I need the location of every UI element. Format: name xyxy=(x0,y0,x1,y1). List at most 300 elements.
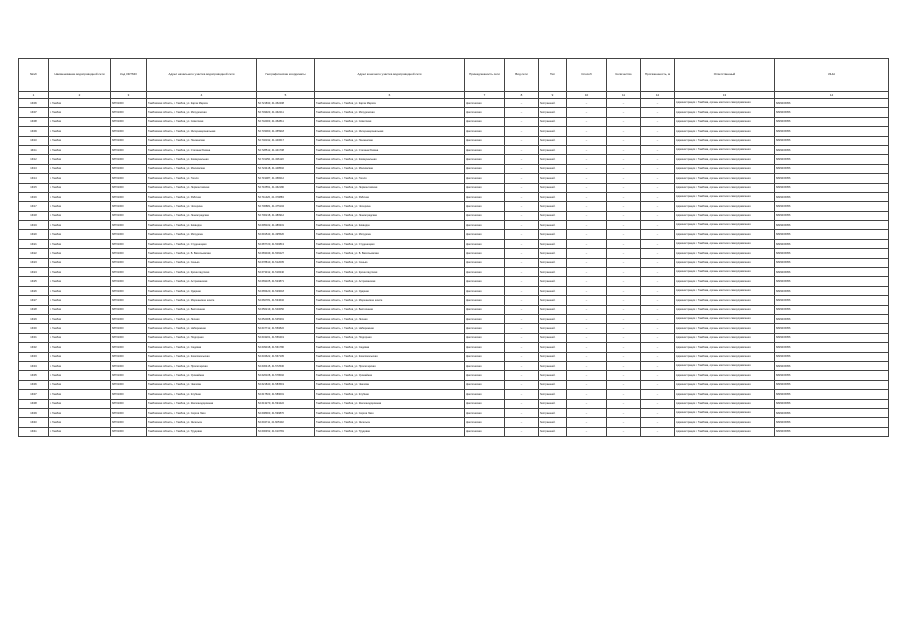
table-cell: 16/17 xyxy=(19,202,49,211)
table-cell: бестраншей. xyxy=(539,99,567,108)
table-cell: Тамбовская область, г. Тамбов, ул. Карла Маркса xyxy=(315,99,465,108)
table-cell: Тамбовская область, г. Тамбов, ул. Урожайная xyxy=(315,371,465,380)
table-cell: г. Тамбов xyxy=(49,380,111,389)
table-cell: – xyxy=(505,108,539,117)
table-cell: – xyxy=(505,117,539,126)
table-cell: – xyxy=(567,333,607,342)
table-cell: Тамбовская область, г. Тамбов, ул. Коммунальная xyxy=(147,155,257,164)
table-cell: г. Тамбов xyxy=(49,183,111,192)
table-cell: 52.630415, 41.572530 xyxy=(257,361,315,370)
table-cell: Тамбовская область, г. Тамбов, ул. Пролетарская xyxy=(315,361,465,370)
table-cell: Тамбовская область, г. Тамбов, ул. Кронштадтская xyxy=(315,268,465,277)
column-number-row xyxy=(19,92,889,99)
table-cell: – xyxy=(641,286,675,295)
table-row xyxy=(19,343,889,352)
table-cell: – xyxy=(641,408,675,417)
table-cell: 68701000 xyxy=(111,136,147,145)
table-cell: г. Тамбов xyxy=(49,371,111,380)
table-cell: 52.742003, 41.452811 xyxy=(257,117,315,126)
table-cell: г. Тамбов xyxy=(49,399,111,408)
table-cell: бестраншей. xyxy=(539,277,567,286)
table-cell: Тамбовская область, г. Тамбов, ул. Рабочая xyxy=(315,192,465,201)
table-cell: 68701000 xyxy=(111,117,147,126)
table-cell: фактическая xyxy=(465,249,505,258)
table-cell: Тамбовская область, г. Тамбов, ул. Лермонтовская xyxy=(315,183,465,192)
table-cell: фактическая xyxy=(465,239,505,248)
table-cell: 52.621840, 41.583519 xyxy=(257,380,315,389)
table-cell: – xyxy=(607,333,641,342)
table-cell: бестраншей. xyxy=(539,390,567,399)
table-cell: Тамбовская область, г. Тамбов, ул. Советская xyxy=(315,117,465,126)
table-cell: 52.660781, 41.534632 xyxy=(257,296,315,305)
table-row xyxy=(19,305,889,314)
table-cell: 16/41 xyxy=(19,427,49,436)
table-cell: – xyxy=(567,127,607,136)
table-cell: фактическая xyxy=(465,333,505,342)
table-cell: – xyxy=(505,314,539,323)
table-cell: – xyxy=(607,174,641,183)
table-cell: фактическая xyxy=(465,164,505,173)
table-cell: г. Тамбов xyxy=(49,352,111,361)
table-cell: бестраншей. xyxy=(539,164,567,173)
table-cell: – xyxy=(567,361,607,370)
table-cell: фактическая xyxy=(465,277,505,286)
table-cell: – xyxy=(505,211,539,220)
table-cell: 16/15 xyxy=(19,183,49,192)
table-cell: 6829015056 xyxy=(775,174,889,183)
table-cell: – xyxy=(607,202,641,211)
table-cell: Администрация г. Тамбова, органы местного самоуправления xyxy=(675,164,775,173)
table-cell: 16/08 xyxy=(19,117,49,126)
table-cell: – xyxy=(607,230,641,239)
table-cell: 16/30 xyxy=(19,324,49,333)
table-cell: – xyxy=(567,174,607,183)
table-cell: Тамбовская область, г. Тамбов, ул. Ленинградская xyxy=(315,211,465,220)
table-cell: – xyxy=(641,108,675,117)
table-cell: 6829015056 xyxy=(775,277,889,286)
table-cell: 16/18 xyxy=(19,211,49,220)
table-cell: – xyxy=(641,239,675,248)
table-cell: г. Тамбов xyxy=(49,343,111,352)
table-cell: 16/29 xyxy=(19,314,49,323)
table-cell: бестраншей. xyxy=(539,371,567,380)
table-cell: – xyxy=(641,296,675,305)
table-cell: г. Тамбов xyxy=(49,174,111,183)
column-number: 1 xyxy=(19,92,49,99)
table-cell: – xyxy=(607,380,641,389)
table-cell: Тамбовская область, г. Тамбов, ул. Чичерина xyxy=(147,202,257,211)
table-cell: Тамбовская область, г. Тамбов, ул. Пензенская xyxy=(147,136,257,145)
table-cell: – xyxy=(641,99,675,108)
table-cell: – xyxy=(607,145,641,154)
table-cell: 52.706881, 41.475104 xyxy=(257,202,315,211)
table-row xyxy=(19,361,889,370)
table-cell: Тамбовская область, г. Тамбов, ул. Чкалова xyxy=(147,380,257,389)
table-cell: – xyxy=(607,305,641,314)
table-cell: 68701000 xyxy=(111,239,147,248)
table-cell: г. Тамбов xyxy=(49,211,111,220)
table-cell: Тамбовская область, г. Тамбов, ул. Трудовая xyxy=(315,427,465,436)
table-row xyxy=(19,127,889,136)
table-row xyxy=(19,192,889,201)
table-cell: фактическая xyxy=(465,418,505,427)
table-cell: 52.733060, 41.455918 xyxy=(257,127,315,136)
table-cell: бестраншей. xyxy=(539,155,567,164)
table-cell: 52.728512, 41.441708 xyxy=(257,145,315,154)
table-cell: – xyxy=(607,211,641,220)
table-cell: – xyxy=(567,239,607,248)
table-cell: 68701000 xyxy=(111,268,147,277)
table-cell: – xyxy=(567,183,607,192)
table-cell: бестраншей. xyxy=(539,408,567,417)
table-cell: – xyxy=(607,324,641,333)
table-cell: – xyxy=(641,192,675,201)
table-row xyxy=(19,333,889,342)
table-cell: г. Тамбов xyxy=(49,333,111,342)
table-cell: г. Тамбов xyxy=(49,239,111,248)
table-cell: 16/13 xyxy=(19,164,49,173)
table-cell: бестраншей. xyxy=(539,399,567,408)
table-cell: – xyxy=(607,314,641,323)
table-cell: фактическая xyxy=(465,108,505,117)
table-cell: Администрация г. Тамбова, органы местного самоуправления xyxy=(675,408,775,417)
table-cell: – xyxy=(567,286,607,295)
table-cell: Администрация г. Тамбова, органы местного самоуправления xyxy=(675,239,775,248)
table-cell: – xyxy=(641,277,675,286)
table-cell: 6829015056 xyxy=(775,352,889,361)
table-cell: бестраншей. xyxy=(539,296,567,305)
table-row xyxy=(19,352,889,361)
table-cell: Администрация г. Тамбова, органы местного самоуправления xyxy=(675,268,775,277)
table-cell: бестраншей. xyxy=(539,427,567,436)
column-header: Наименование водопроводной сети xyxy=(49,59,111,92)
table-cell: – xyxy=(505,352,539,361)
table-cell: 16/16 xyxy=(19,192,49,201)
table-cell: – xyxy=(505,127,539,136)
table-cell: 6829015056 xyxy=(775,333,889,342)
table-cell: – xyxy=(567,380,607,389)
table-cell: бестраншей. xyxy=(539,249,567,258)
table-cell: 68701000 xyxy=(111,155,147,164)
table-cell: – xyxy=(607,127,641,136)
table-cell: – xyxy=(505,361,539,370)
table-cell: фактическая xyxy=(465,286,505,295)
table-cell: 6829015056 xyxy=(775,361,889,370)
table-row xyxy=(19,230,889,239)
table-cell: 6829015056 xyxy=(775,390,889,399)
table-cell: 68701000 xyxy=(111,249,147,258)
table-cell: – xyxy=(641,127,675,136)
table-cell: 52.711420, 41.470883 xyxy=(257,192,315,201)
table-cell: – xyxy=(607,418,641,427)
table-cell: – xyxy=(505,408,539,417)
table-cell: 6829015056 xyxy=(775,99,889,108)
table-row xyxy=(19,211,889,220)
table-cell: бестраншей. xyxy=(539,286,567,295)
table-cell: г. Тамбов xyxy=(49,427,111,436)
table-cell: 16/14 xyxy=(19,174,49,183)
table-cell: Администрация г. Тамбова, органы местного самоуправления xyxy=(675,333,775,342)
table-cell: 16/23 xyxy=(19,258,49,267)
table-cell: – xyxy=(641,324,675,333)
table-row xyxy=(19,136,889,145)
table-cell: – xyxy=(641,418,675,427)
table-cell: фактическая xyxy=(465,427,505,436)
table-cell: 6829015056 xyxy=(775,268,889,277)
table-cell: – xyxy=(567,164,607,173)
table-cell: 6829015056 xyxy=(775,258,889,267)
table-body xyxy=(19,99,889,437)
column-header: Адрес конечного участка водопроводной сети xyxy=(315,59,465,92)
table-cell: Тамбовская область, г. Тамбов, ул. Карла Маркса xyxy=(147,99,257,108)
column-number: 4 xyxy=(147,92,257,99)
table-cell: г. Тамбов xyxy=(49,296,111,305)
table-cell: – xyxy=(641,361,675,370)
column-header: Адрес начального участка водопроводной сети xyxy=(147,59,257,92)
table-row xyxy=(19,239,889,248)
table-cell: 52.683049, 41.506227 xyxy=(257,249,315,258)
table-cell: 16/26 xyxy=(19,286,49,295)
table-cell: 6829015056 xyxy=(775,192,889,201)
table-cell: – xyxy=(641,183,675,192)
table-cell: – xyxy=(505,296,539,305)
table-cell: – xyxy=(607,399,641,408)
table-cell: Тамбовская область, г. Тамбов, ул. Московская xyxy=(147,164,257,173)
table-cell: г. Тамбов xyxy=(49,99,111,108)
table-cell: фактическая xyxy=(465,192,505,201)
table-cell: фактическая xyxy=(465,155,505,164)
table-cell: Тамбовская область, г. Тамбов, ул. Интернациональная xyxy=(315,127,465,136)
table-cell: 6829015056 xyxy=(775,164,889,173)
table-cell: – xyxy=(505,164,539,173)
table-cell: бестраншей. xyxy=(539,136,567,145)
table-cell: 6829015056 xyxy=(775,249,889,258)
table-cell: – xyxy=(567,390,607,399)
table-cell: 52.721833, 41.452408 xyxy=(257,99,315,108)
table-cell: Тамбовская область, г. Тамбов, ул. Б. Васильевская xyxy=(147,249,257,258)
table-cell: 52.724418, 41.448502 xyxy=(257,164,315,173)
column-number: 13 xyxy=(675,92,775,99)
table-cell: Тамбовская область, г. Тамбов, ул. Студенецкая xyxy=(147,239,257,248)
table-row xyxy=(19,399,889,408)
table-cell: 16/27 xyxy=(19,296,49,305)
table-row xyxy=(19,286,889,295)
table-cell: Тамбовская область, г. Тамбов, ул. Клубная xyxy=(147,390,257,399)
table-cell: 68701000 xyxy=(111,371,147,380)
column-header: ИНН xyxy=(775,59,889,92)
table-cell: – xyxy=(607,108,641,117)
table-cell: Администрация г. Тамбова, органы местного самоуправления xyxy=(675,277,775,286)
table-cell: Тамбовская область, г. Тамбов, ул. Ленинградская xyxy=(147,211,257,220)
table-cell: Тамбовская область, г. Тамбов, ул. Набережная xyxy=(315,324,465,333)
table-cell: 6829015056 xyxy=(775,145,889,154)
table-cell: фактическая xyxy=(465,390,505,399)
table-cell: – xyxy=(567,117,607,126)
table-row xyxy=(19,155,889,164)
table-row xyxy=(19,408,889,417)
table-cell: бестраншей. xyxy=(539,314,567,323)
table-cell: – xyxy=(607,192,641,201)
table-cell: – xyxy=(505,268,539,277)
table-cell: – xyxy=(505,305,539,314)
table-cell: фактическая xyxy=(465,324,505,333)
table-cell: г. Тамбов xyxy=(49,324,111,333)
table-cell: – xyxy=(505,427,539,436)
column-number: 9 xyxy=(539,92,567,99)
table-cell: Тамбовская область, г. Тамбов, ул. Железнодорожная xyxy=(147,399,257,408)
column-number: 11 xyxy=(607,92,641,99)
table-cell: Тамбовская область, г. Тамбов, ул. Киквидзе xyxy=(147,221,257,230)
table-cell: фактическая xyxy=(465,136,505,145)
table-cell: 68701000 xyxy=(111,108,147,117)
table-cell: фактическая xyxy=(465,352,505,361)
table-cell: г. Тамбов xyxy=(49,361,111,370)
table-cell: 16/25 xyxy=(19,277,49,286)
table-cell: 68701000 xyxy=(111,192,147,201)
table-cell: бестраншей. xyxy=(539,305,567,314)
table-cell: бестраншей. xyxy=(539,108,567,117)
table-cell: 68701000 xyxy=(111,361,147,370)
table-cell: – xyxy=(505,286,539,295)
table-cell: – xyxy=(607,343,641,352)
table-cell: – xyxy=(567,211,607,220)
table-cell: фактическая xyxy=(465,399,505,408)
table-cell: Тамбовская область, г. Тамбов, ул. Мичуринская xyxy=(147,108,257,117)
table-cell: – xyxy=(505,324,539,333)
table-row xyxy=(19,164,889,173)
table-cell: 16/38 xyxy=(19,399,49,408)
table-cell: Тамбовская область, г. Тамбов, ул. Трудовая xyxy=(147,427,257,436)
table-cell: – xyxy=(641,390,675,399)
table-cell: – xyxy=(567,277,607,286)
column-header: Тип xyxy=(539,59,567,92)
table-cell: – xyxy=(641,268,675,277)
table-cell: фактическая xyxy=(465,117,505,126)
table-cell: – xyxy=(505,155,539,164)
table-cell: Администрация г. Тамбова, органы местного самоуправления xyxy=(675,371,775,380)
table-cell: Администрация г. Тамбова, органы местного самоуправления xyxy=(675,286,775,295)
table-cell: Тамбовская область, г. Тамбов, ул. Энгельса xyxy=(147,418,257,427)
column-header: Способ xyxy=(567,59,607,92)
table-row xyxy=(19,174,889,183)
table-cell: – xyxy=(505,221,539,230)
table-row xyxy=(19,427,889,436)
table-cell: фактическая xyxy=(465,145,505,154)
table-cell: г. Тамбов xyxy=(49,258,111,267)
table-cell: 6829015056 xyxy=(775,108,889,117)
table-cell: Тамбовская область, г. Тамбов, ул. Гоголя xyxy=(315,174,465,183)
table-cell: – xyxy=(607,361,641,370)
table-cell: – xyxy=(505,390,539,399)
table-cell: 6829015056 xyxy=(775,230,889,239)
table-row xyxy=(19,324,889,333)
table-cell: – xyxy=(607,277,641,286)
table-cell: 68701000 xyxy=(111,343,147,352)
table-cell: Тамбовская область, г. Тамбов, ул. Сергея Лазо xyxy=(147,408,257,417)
column-header: Ответственный xyxy=(675,59,775,92)
table-cell: Тамбовская область, г. Тамбов, ул. Лермонтовская xyxy=(147,183,257,192)
table-cell: бестраншей. xyxy=(539,380,567,389)
document-sheet xyxy=(18,58,888,437)
column-header: Количество xyxy=(607,59,641,92)
table-cell: г. Тамбов xyxy=(49,268,111,277)
table-cell: Администрация г. Тамбова, органы местного самоуправления xyxy=(675,99,775,108)
table-cell: г. Тамбов xyxy=(49,314,111,323)
table-cell: 68701000 xyxy=(111,183,147,192)
table-cell: Администрация г. Тамбова, органы местного самоуправления xyxy=(675,427,775,436)
table-cell: бестраншей. xyxy=(539,202,567,211)
table-cell: Тамбовская область, г. Тамбов, ул. Железнодорожная xyxy=(315,399,465,408)
table-cell: 16/07 xyxy=(19,108,49,117)
table-cell: бестраншей. xyxy=(539,183,567,192)
table-cell: – xyxy=(567,99,607,108)
table-cell: 52.695102, 41.489331 xyxy=(257,221,315,230)
table-cell: 6829015056 xyxy=(775,408,889,417)
table-cell: 6829015056 xyxy=(775,427,889,436)
table-cell: – xyxy=(567,145,607,154)
table-cell: 68701000 xyxy=(111,390,147,399)
table-cell: бестраншей. xyxy=(539,418,567,427)
table-cell: Администрация г. Тамбова, органы местного самоуправления xyxy=(675,108,775,117)
table-cell: – xyxy=(567,202,607,211)
table-cell: – xyxy=(505,249,539,258)
table-cell: г. Тамбов xyxy=(49,192,111,201)
table-cell: – xyxy=(607,249,641,258)
table-cell: 16/40 xyxy=(19,418,49,427)
table-cell: 68701000 xyxy=(111,296,147,305)
table-cell: 6829015056 xyxy=(775,343,889,352)
table-cell: 6829015056 xyxy=(775,155,889,164)
table-cell: 68701000 xyxy=(111,221,147,230)
table-cell: бестраншей. xyxy=(539,230,567,239)
table-cell: 52.647712, 41.550822 xyxy=(257,324,315,333)
table-cell: 16/31 xyxy=(19,333,49,342)
table-cell: 68701000 xyxy=(111,314,147,323)
table-cell: – xyxy=(607,99,641,108)
table-row xyxy=(19,314,889,323)
table-cell: Тамбовская область, г. Тамбов, ул. Московская xyxy=(315,164,465,173)
table-cell: Администрация г. Тамбова, органы местного самоуправления xyxy=(675,361,775,370)
table-cell: Тамбовская область, г. Тамбов, ул. Советская xyxy=(147,117,257,126)
table-cell: Тамбовская область, г. Тамбов, ул. Рабочая xyxy=(147,192,257,201)
table-cell: 6829015056 xyxy=(775,211,889,220)
table-cell: – xyxy=(641,399,675,408)
column-number: 10 xyxy=(567,92,607,99)
table-cell: Тамбовская область, г. Тамбов, ул. Садовая xyxy=(315,343,465,352)
table-cell: 6829015056 xyxy=(775,296,889,305)
table-cell: – xyxy=(641,174,675,183)
table-cell: – xyxy=(607,258,641,267)
table-cell: Тамбовская область, г. Тамбов, ул. Степана Разина xyxy=(147,145,257,154)
table-cell: Тамбовская область, г. Тамбов, ул. Чкалова xyxy=(315,380,465,389)
table-cell: 16/12 xyxy=(19,155,49,164)
table-cell: Администрация г. Тамбова, органы местного самоуправления xyxy=(675,155,775,164)
table-cell: Тамбовская область, г. Тамбов, ул. Интернациональная xyxy=(147,127,257,136)
table-cell: 52.656219, 41.540050 xyxy=(257,305,315,314)
table-cell: 68701000 xyxy=(111,333,147,342)
table-cell: фактическая xyxy=(465,361,505,370)
table-cell: Администрация г. Тамбова, органы местного самоуправления xyxy=(675,127,775,136)
table-cell: г. Тамбов xyxy=(49,202,111,211)
table-cell: – xyxy=(567,155,607,164)
table-cell: – xyxy=(505,202,539,211)
table-cell: – xyxy=(641,333,675,342)
table-cell: – xyxy=(505,174,539,183)
table-cell: 16/36 xyxy=(19,380,49,389)
table-cell: фактическая xyxy=(465,230,505,239)
table-cell: – xyxy=(567,268,607,277)
table-cell: Тамбовская область, г. Тамбов, ул. Комсомольская xyxy=(147,352,257,361)
